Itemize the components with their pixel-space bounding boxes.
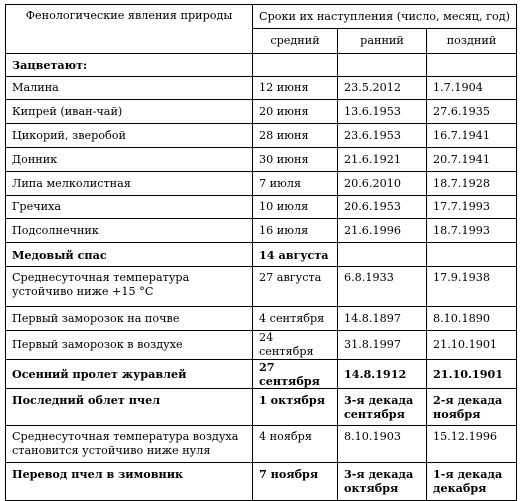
cell-phenomenon: Гречиха (6, 196, 253, 219)
cell-early: 14.8.1912 (338, 360, 427, 389)
table-row (6, 172, 517, 196)
cell-phenomenon: Последний облет пчел (6, 389, 253, 426)
table-row (6, 331, 517, 360)
cell-avg: 7 ноября (253, 463, 338, 501)
cell-late: 21.10.1901 (427, 331, 517, 360)
cell-phenomenon: Перевод пчел в зимовник (6, 463, 253, 501)
cell-early: 21.6.1921 (338, 148, 427, 172)
section-row (6, 54, 517, 77)
cell-phenomenon: Донник (6, 148, 253, 172)
table-row (6, 219, 517, 243)
table-row-bold (6, 243, 517, 267)
cell-early: 3-я декада сентября (338, 389, 427, 426)
cell-early: 6.8.1933 (338, 267, 427, 307)
cell-early: 20.6.1953 (338, 196, 427, 219)
header-phenomena: Фенологические явления природы (6, 5, 253, 54)
header-row (6, 5, 517, 29)
cell-early: 20.6.2010 (338, 172, 427, 196)
cell-late: 2-я декада ноября (427, 389, 517, 426)
table-row (6, 124, 517, 148)
cell-late: 17.9.1938 (427, 267, 517, 307)
header-avg: средний (253, 29, 338, 54)
cell-late: 18.7.1993 (427, 219, 517, 243)
header-dates-title: Сроки их наступления (число, месяц, год) (253, 5, 517, 29)
cell-avg: 30 июня (253, 148, 338, 172)
cell-late: 20.7.1941 (427, 148, 517, 172)
header-early: ранний (338, 29, 427, 54)
cell-phenomenon: Медовый спас (6, 243, 253, 267)
phenology-table (5, 4, 517, 501)
table-row (6, 196, 517, 219)
table-row (6, 148, 517, 172)
cell-early: 8.10.1903 (338, 426, 427, 463)
cell-phenomenon: Среднесуточная температура устойчиво ниже +15 °С (6, 267, 253, 307)
cell-late: 17.7.1993 (427, 196, 517, 219)
table-row-bold (6, 389, 517, 426)
table-row (6, 426, 517, 463)
cell-avg: 20 июня (253, 100, 338, 124)
cell-avg: 1 октября (253, 389, 338, 426)
table-row (6, 267, 517, 307)
cell-early: 23.6.1953 (338, 124, 427, 148)
cell-avg: 27 сентября (253, 360, 338, 389)
cell-phenomenon: Липа мелколистная (6, 172, 253, 196)
cell-late: 18.7.1928 (427, 172, 517, 196)
table-cell (253, 54, 338, 77)
cell-avg: 28 июня (253, 124, 338, 148)
cell-early: 14.8.1897 (338, 307, 427, 331)
table-row (6, 100, 517, 124)
cell-early: 3-я декада октября (338, 463, 427, 501)
header-late: поздний (427, 29, 517, 54)
cell-avg: 7 июля (253, 172, 338, 196)
cell-phenomenon: Первый заморозок на почве (6, 307, 253, 331)
cell-early: 13.6.1953 (338, 100, 427, 124)
cell-avg: 12 июня (253, 77, 338, 100)
cell-late: 21.10.1901 (427, 360, 517, 389)
cell-phenomenon: Кипрей (иван-чай) (6, 100, 253, 124)
section-label: Зацветают: (6, 54, 253, 77)
cell-late: 27.6.1935 (427, 100, 517, 124)
cell-avg: 27 августа (253, 267, 338, 307)
cell-avg: 10 июля (253, 196, 338, 219)
cell-late: 15.12.1996 (427, 426, 517, 463)
table-cell (338, 54, 427, 77)
cell-late (427, 243, 517, 267)
cell-phenomenon: Среднесуточная температура воздуха становится устойчиво ниже нуля (6, 426, 253, 463)
table-row-bold (6, 463, 517, 501)
table-cell (427, 54, 517, 77)
cell-phenomenon: Первый заморозок в воздухе (6, 331, 253, 360)
cell-late: 1-я декада декабря (427, 463, 517, 501)
cell-avg: 4 ноября (253, 426, 338, 463)
cell-late: 1.7.1904 (427, 77, 517, 100)
cell-early: 23.5.2012 (338, 77, 427, 100)
cell-phenomenon: Осенний пролет журавлей (6, 360, 253, 389)
cell-phenomenon: Малина (6, 77, 253, 100)
cell-avg: 16 июля (253, 219, 338, 243)
cell-avg: 14 августа (253, 243, 338, 267)
table-row (6, 77, 517, 100)
cell-early: 21.6.1996 (338, 219, 427, 243)
table-row (6, 307, 517, 331)
cell-avg: 24 сентября (253, 331, 338, 360)
table-row-bold (6, 360, 517, 389)
cell-late: 8.10.1890 (427, 307, 517, 331)
cell-avg: 4 сентября (253, 307, 338, 331)
cell-early: 31.8.1997 (338, 331, 427, 360)
cell-late: 16.7.1941 (427, 124, 517, 148)
cell-phenomenon: Цикорий, зверобой (6, 124, 253, 148)
cell-early (338, 243, 427, 267)
cell-phenomenon: Подсолнечник (6, 219, 253, 243)
